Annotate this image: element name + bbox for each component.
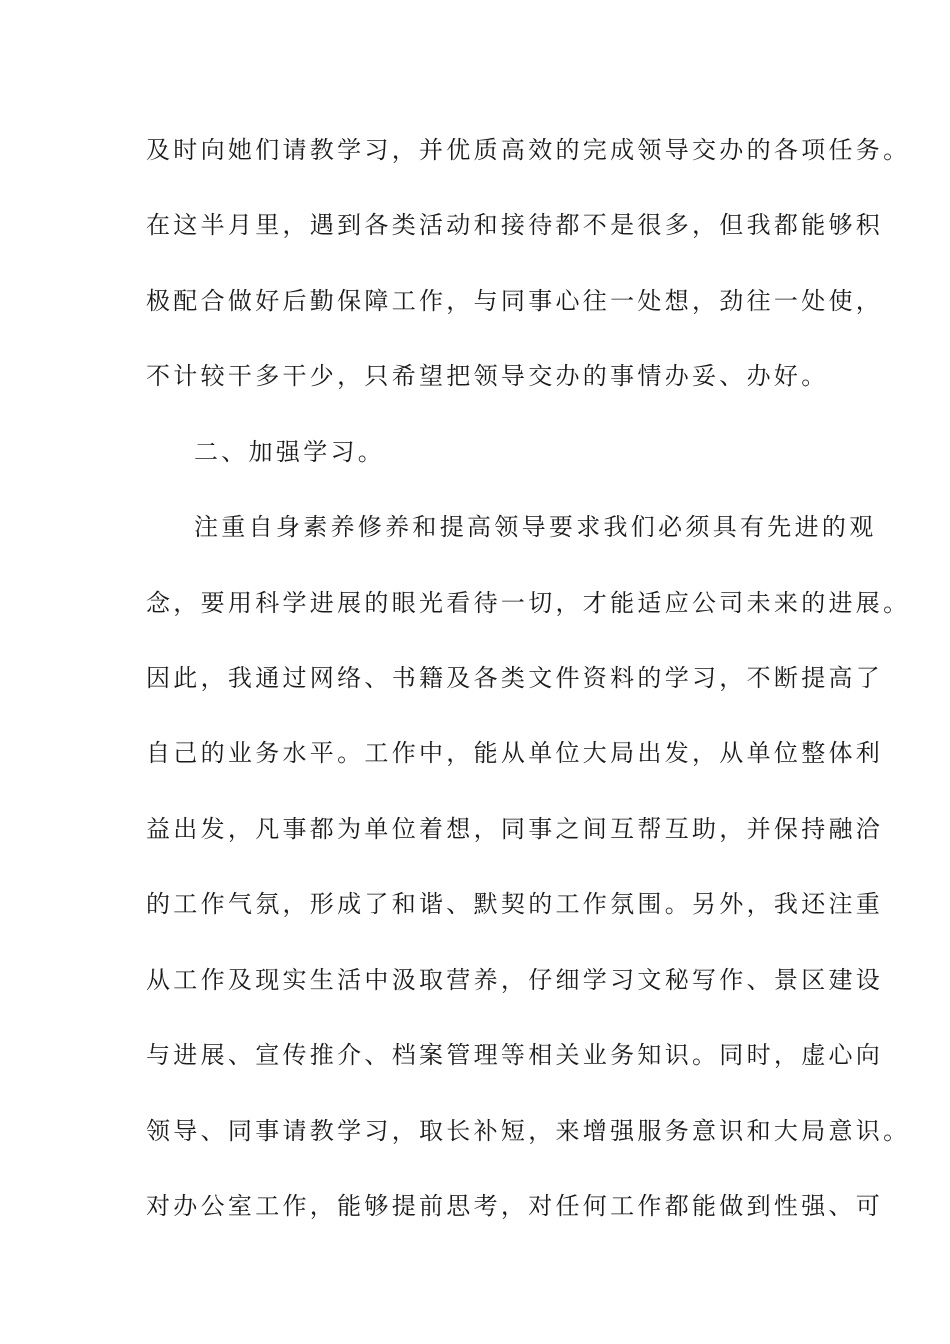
text-line: 从工作及现实生活中汲取营养，仔细学习文秘写作、景区建设 (146, 966, 884, 994)
text-line: 在这半月里，遇到各类活动和接待都不是很多，但我都能够积 (146, 211, 884, 239)
section-heading: 二、加强学习。 (194, 438, 386, 466)
text-line: 与进展、宣传推介、档案管理等相关业务知识。同时，虚心向 (146, 1041, 884, 1069)
text-line: 益出发，凡事都为单位着想，同事之间互帮互助，并保持融洽 (146, 815, 884, 843)
text-line: 及时向她们请教学习，并优质高效的完成领导交办的各项任务。 (146, 136, 911, 164)
text-line: 领导、同事请教学习，取长补短，来增强服务意识和大局意识。 (146, 1117, 911, 1145)
text-line: 的工作气氛，形成了和谐、默契的工作氛围。另外，我还注重 (146, 890, 884, 918)
text-line: 注重自身素养修养和提高领导要求我们必须具有先进的观 (194, 513, 877, 541)
text-line: 因此，我通过网络、书籍及各类文件资料的学习，不断提高了 (146, 664, 884, 692)
text-line: 念，要用科学进展的眼光看待一切，才能适应公司未来的进展。 (146, 589, 911, 617)
text-line: 对办公室工作，能够提前思考，对任何工作都能做到性强、可 (146, 1192, 884, 1220)
text-line: 不计较干多干少，只希望把领导交办的事情办妥、办好。 (146, 362, 829, 390)
text-line: 极配合做好后勤保障工作，与同事心往一处想，劲往一处使， (146, 287, 884, 315)
text-line: 自己的业务水平。工作中，能从单位大局出发，从单位整体利 (146, 739, 884, 767)
